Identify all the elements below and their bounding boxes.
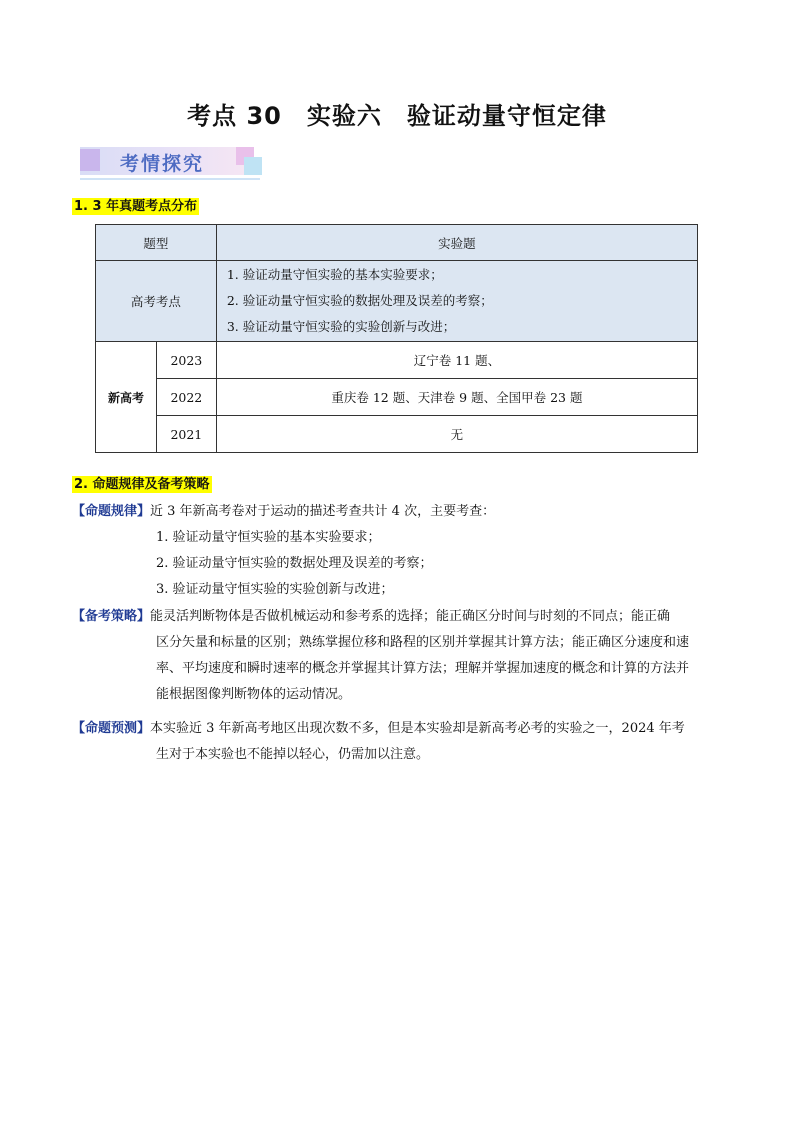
mingti-yuce-line: 本实验近 3 年新高考地区出现次数不多，但是本实验却是新高考必考的实验之一，2024 年考 (150, 721, 685, 736)
table-row (96, 342, 698, 379)
section-banner (80, 147, 260, 181)
list-item: 1. 验证动量守恒实验的基本实验要求； (226, 267, 443, 282)
section1-heading: 1. 3 年真题考点分布 (74, 199, 198, 214)
banner-underline (80, 178, 260, 180)
year-cell: 2021 (156, 416, 216, 453)
beikao-celue-line: 率、平均速度和瞬时速率的概念并掌握其计算方法；理解并掌握加速度的概念和计算的方法并 (156, 661, 690, 676)
page-title: 考点 30 实验六 验证动量守恒定律 (187, 102, 607, 130)
beikao-celue-line: 能灵活判断物体是否做机械运动和参考系的选择；能正确区分时间与时刻的不同点；能正确 (150, 609, 671, 624)
table-header-row (96, 225, 698, 261)
mingti-guilv-text: 近 3 年新高考卷对于运动的描述考查共计 4 次，主要考查： (150, 504, 496, 519)
table-row-kaodian (96, 261, 698, 342)
banner-deco-square-blue (244, 157, 262, 175)
beikao-celue-tag: 【备考策略】 (72, 609, 151, 624)
kaodian-label: 高考考点 (96, 261, 217, 342)
year-cell: 2022 (156, 379, 216, 416)
header-cell-type: 题型 (96, 225, 217, 261)
mingti-yuce-tag: 【命题预测】 (72, 721, 151, 736)
list-item: 1. 验证动量守恒实验的基本实验要求； (156, 530, 381, 545)
table-row (96, 416, 698, 453)
list-item: 2. 验证动量守恒实验的数据处理及误差的考察； (156, 556, 433, 571)
header-cell-value: 实验题 (216, 225, 697, 261)
section2-heading: 2. 命题规律及备考策略 (74, 477, 210, 492)
banner-left-accent (80, 149, 100, 171)
papers-cell: 重庆卷 12 题、天津卷 9 题、全国甲卷 23 题 (216, 379, 697, 416)
papers-cell: 辽宁卷 11 题、 (216, 342, 697, 379)
beikao-celue-line: 区分矢量和标量的区别；熟练掌握位移和路程的区别并掌握其计算方法；能正确区分速度和速 (156, 635, 690, 650)
exam-distribution-table (95, 224, 698, 453)
mingti-guilv-paragraph (72, 499, 724, 525)
table-row (96, 379, 698, 416)
kaodian-list (216, 261, 697, 342)
mingti-yuce-line: 生对于本实验也不能掉以轻心，仍需加以注意。 (156, 747, 430, 762)
list-item: 2. 验证动量守恒实验的数据处理及误差的考察； (226, 293, 493, 308)
banner-label: 考情探究 (120, 153, 205, 175)
papers-cell: 无 (216, 416, 697, 453)
mingti-yuce-paragraph (72, 716, 724, 768)
beikao-celue-line: 能根据图像判断物体的运动情况。 (156, 687, 352, 702)
year-cell: 2023 (156, 342, 216, 379)
beikao-celue-paragraph (72, 604, 724, 708)
xingaokao-label: 新高考 (96, 342, 157, 453)
mingti-guilv-tag: 【命题规律】 (72, 504, 151, 519)
list-item: 3. 验证动量守恒实验的实验创新与改进； (156, 582, 394, 597)
list-item: 3. 验证动量守恒实验的实验创新与改进； (226, 319, 456, 334)
mingti-guilv-list (156, 525, 433, 603)
